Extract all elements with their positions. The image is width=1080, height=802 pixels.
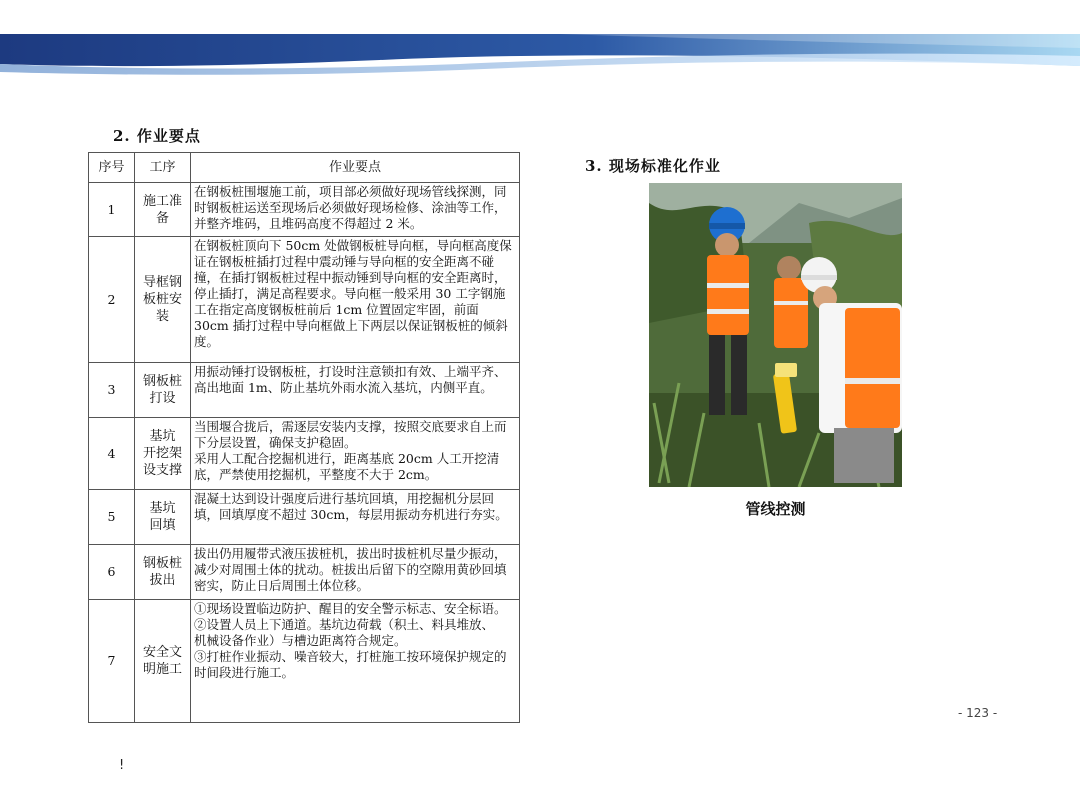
row-points: 用振动锤打设钢板桩，打设时注意锁扣有效、上端平齐、高出地面 1m、防止基坑外雨水流入基坑，内侧平直。 xyxy=(191,363,520,418)
table-header-row xyxy=(89,153,520,183)
row-no: 2 xyxy=(89,237,135,363)
row-points: 当围堰合拢后，需逐层安装内支撑，按照交底要求自上而下分层设置，确保支护稳固。 采用人工配合挖掘机进行，距离基底 20cm 人工开挖清底，严禁使用挖掘机，平整度不大于 2cm。 xyxy=(191,418,520,490)
row-no: 4 xyxy=(89,418,135,490)
row-no: 6 xyxy=(89,545,135,600)
row-process: 钢板桩 打设 xyxy=(135,363,191,418)
table-row xyxy=(89,418,520,490)
row-no: 3 xyxy=(89,363,135,418)
row-no: 7 xyxy=(89,600,135,723)
row-points: 在钢板桩围堰施工前，项目部必须做好现场管线探测，同时钢板桩运送至现场后必须做好现场检修、涂油等工作，并整齐堆码，且堆码高度不得超过 2 米。 xyxy=(191,183,520,237)
row-points: 在钢板桩顶向下 50cm 处做钢板桩导向框，导向框高度保证在钢板桩插打过程中震动锤与导向框的安全距离不碰撞，在插打钢板桩过程中振动锤到导向框的安全距离时，停止插打，满足高程要求。导向框一般采用 30 工字钢施工在指定高度钢板桩前后 1cm 位置固定牢固，前面 30cm 插打过程中导向框做上下两层以保证钢板桩的倾斜度。 xyxy=(191,237,520,363)
row-process: 施工准 备 xyxy=(135,183,191,237)
photo-caption: 管线控测 xyxy=(745,500,806,518)
page-number: - 123 - xyxy=(958,706,998,720)
header-points: 作业要点 xyxy=(191,153,520,183)
table-row xyxy=(89,183,520,237)
row-no: 5 xyxy=(89,490,135,545)
row-process: 安全文 明施工 xyxy=(135,600,191,723)
site-photo xyxy=(649,183,902,487)
row-process: 基坑 开挖架 设支撑 xyxy=(135,418,191,490)
row-process: 导框钢 板桩安 装 xyxy=(135,237,191,363)
work-points-table xyxy=(88,152,520,723)
table-row xyxy=(89,490,520,545)
row-points: 拔出仍用履带式液压拔桩机，拔出时拔桩机尽量少振动，减少对周围土体的扰动。桩拔出后留下的空隙用黄砂回填密实，防止日后周围土体位移。 xyxy=(191,545,520,600)
table-row xyxy=(89,237,520,363)
table-row xyxy=(89,363,520,418)
header-process: 工序 xyxy=(135,153,191,183)
header-no: 序号 xyxy=(89,153,135,183)
footer-mark: ! xyxy=(119,758,125,773)
row-process: 钢板桩 拔出 xyxy=(135,545,191,600)
row-points: ①现场设置临边防护、醒目的安全警示标志、安全标语。 ②设置人员上下通道。基坑边荷载（积土、料具堆放、 机械设备作业）与槽边距离符合规定。 ③打桩作业振动、噪音较大，打桩施工按环境保护规定的时间段进行施工。 xyxy=(191,600,520,723)
row-points: 混凝土达到设计强度后进行基坑回填，用挖掘机分层回填，回填厚度不超过 30cm，每层用振动夯机进行夯实。 xyxy=(191,490,520,545)
table-row xyxy=(89,545,520,600)
table-row xyxy=(89,600,520,723)
section-title-work-points: 2. 作业要点 xyxy=(113,127,201,145)
row-no: 1 xyxy=(89,183,135,237)
section-title-site-standard: 3. 现场标准化作业 xyxy=(585,157,721,175)
row-process: 基坑 回填 xyxy=(135,490,191,545)
header-banner xyxy=(0,0,1080,80)
